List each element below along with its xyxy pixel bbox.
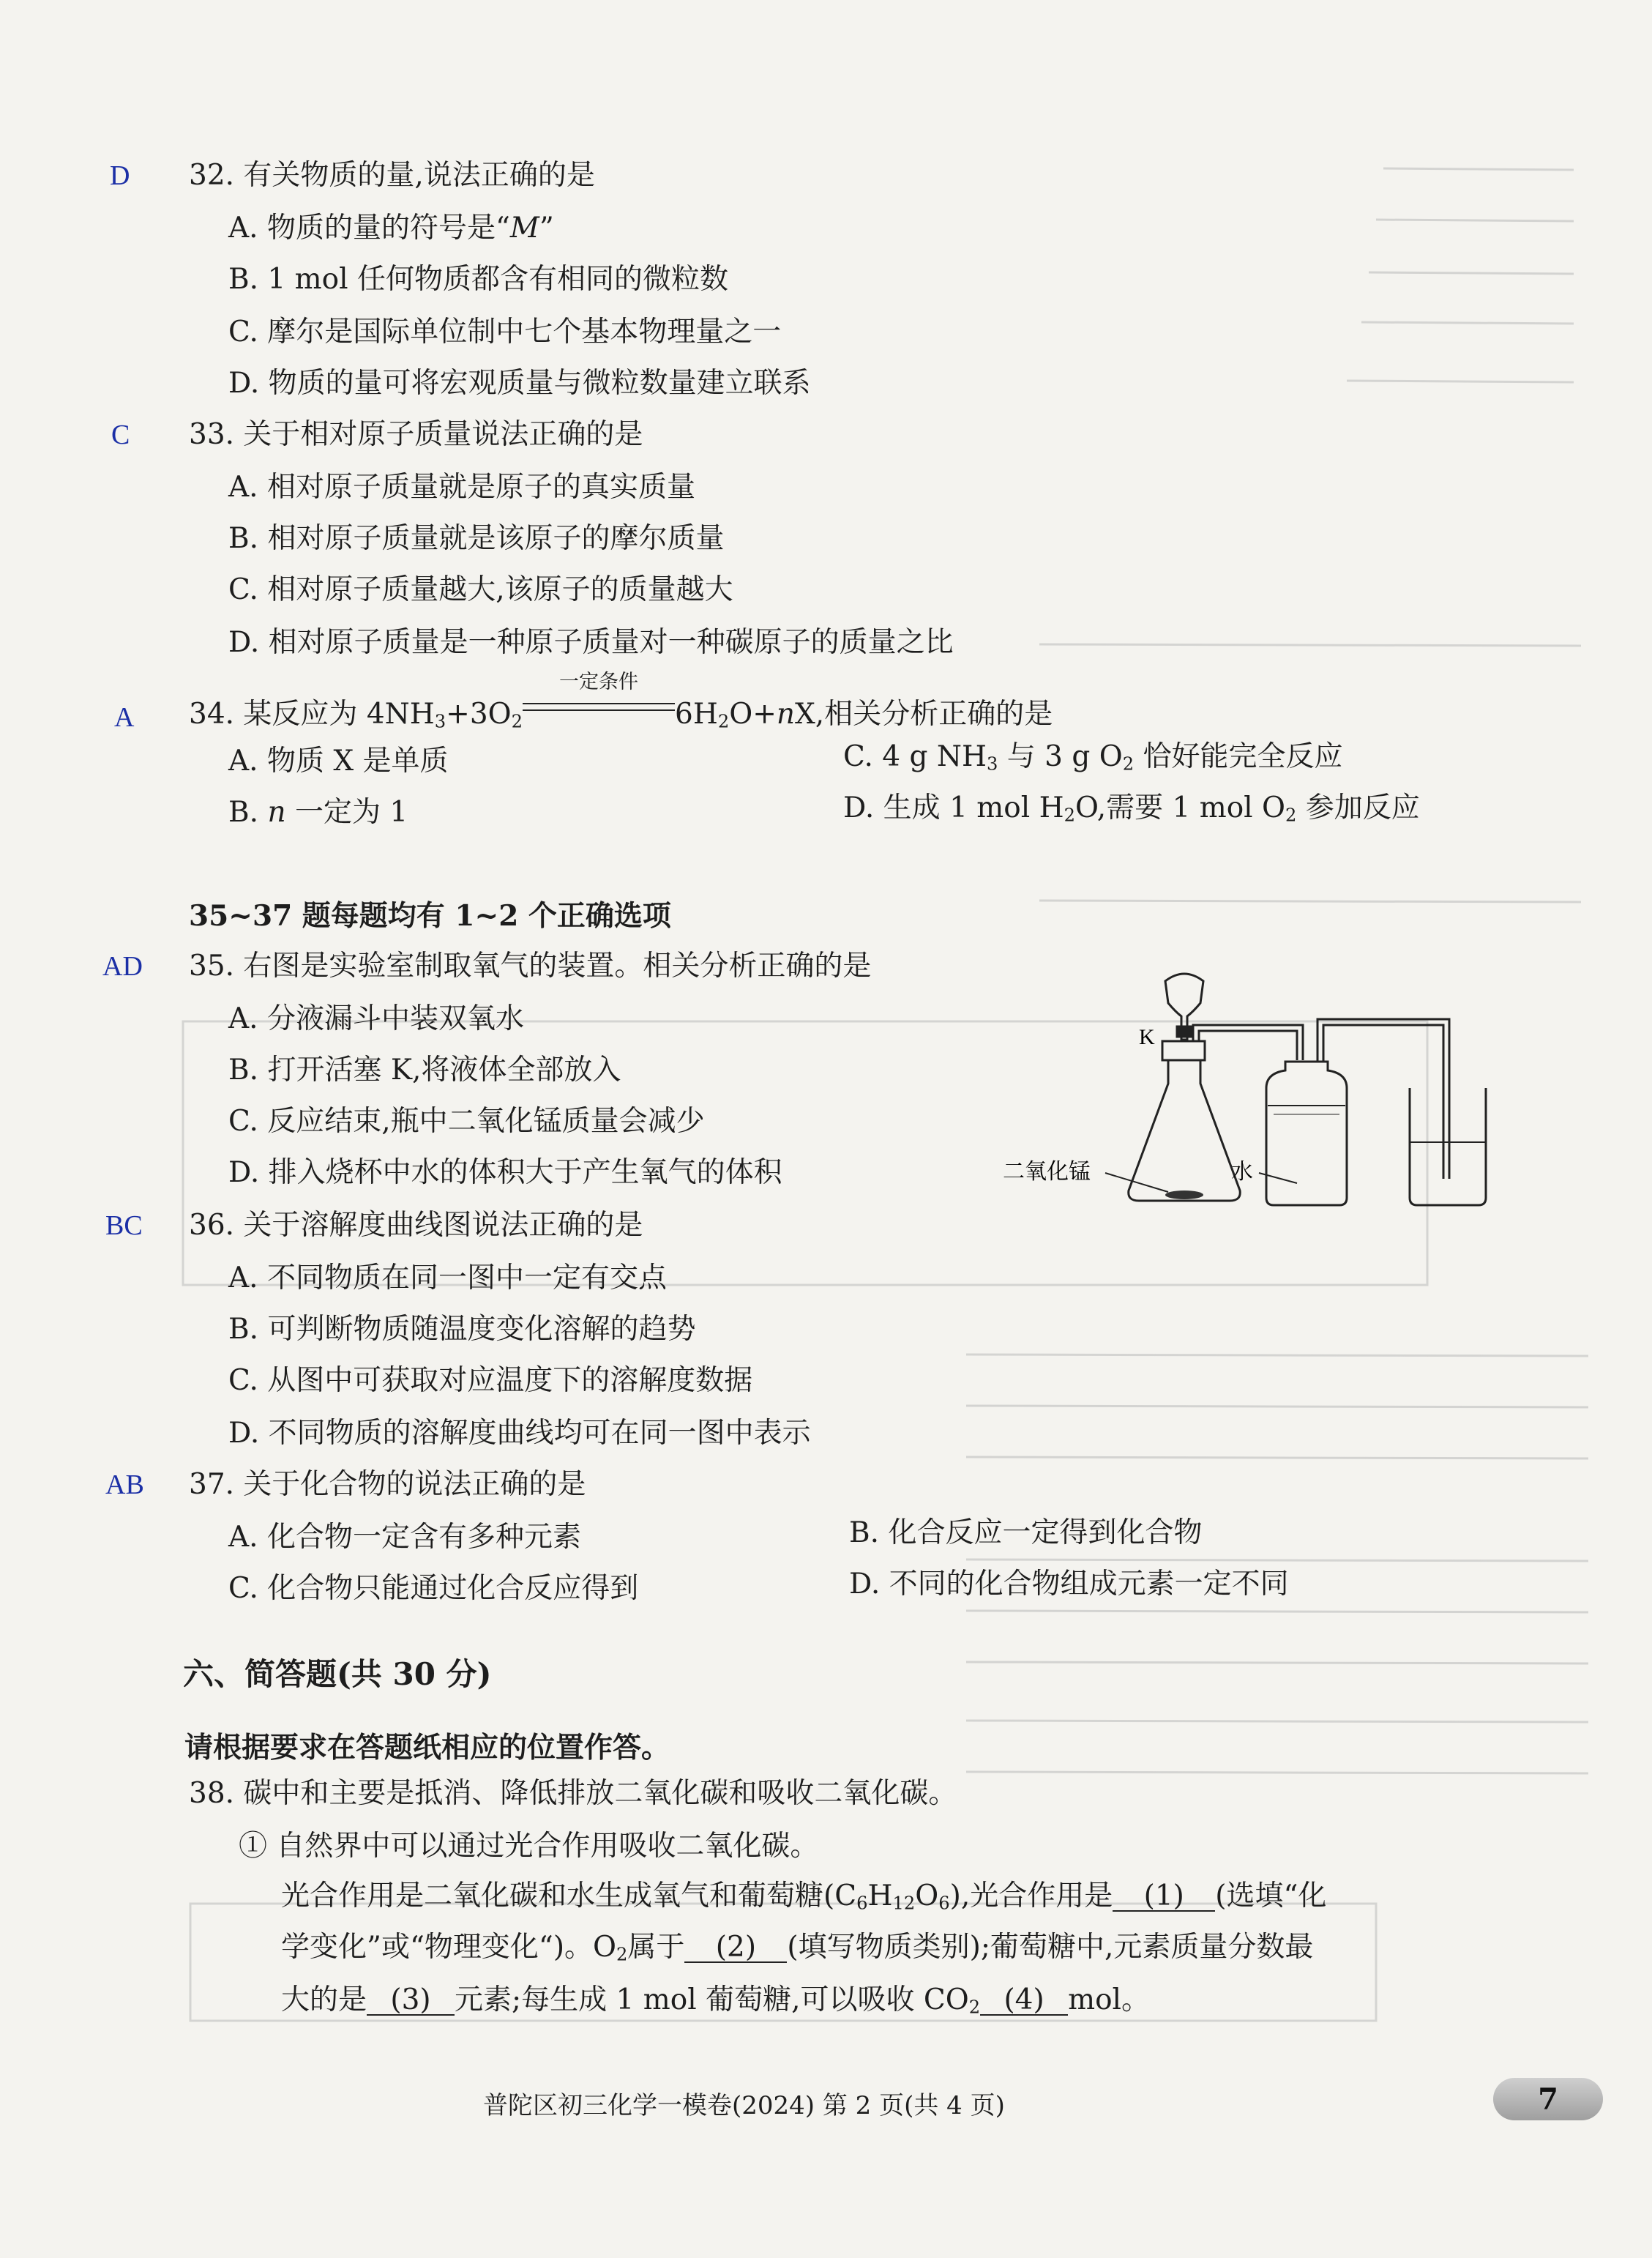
question-34-option-c: C. 4 g $NH_3$ 与 3 g $O_2$ 恰好能完全反应	[843, 740, 1343, 775]
blank-1: (1)	[1113, 1882, 1215, 1912]
question-35-option-d: D. 排入烧杯中水的体积大于产生氧气的体积	[228, 1156, 782, 1189]
question-33-option-a: A. 相对原子质量就是原子的真实质量	[228, 471, 695, 504]
page-number-badge	[1493, 2078, 1603, 2120]
question-35-stem: 35. 右图是实验室制取氧气的装置。相关分析正确的是	[189, 950, 872, 983]
question-33-option-d: D. 相对原子质量是一种原子质量对一种碳原子的质量之比	[228, 626, 954, 659]
question-38-stem: 38. 碳中和主要是抵消、降低排放二氧化碳和吸收二氧化碳。	[189, 1777, 957, 1810]
question-37-stem: 37. 关于化合物的说法正确的是	[189, 1468, 586, 1501]
question-32-option-c: C. 摩尔是国际单位制中七个基本物理量之一	[228, 316, 782, 349]
question-32-stem: 32. 有关物质的量,说法正确的是	[189, 159, 595, 192]
gas-bottle	[1266, 1062, 1347, 1205]
question-36-option-a: A. 不同物质在同一图中一定有交点	[228, 1262, 667, 1294]
question-37-option-b: B. 化合反应一定得到化合物	[849, 1516, 1203, 1549]
blank-2: (2)	[684, 1933, 787, 1963]
section-6-heading: 六、简答题(共 30 分)	[183, 1656, 492, 1692]
blank-3: (3)	[367, 1986, 455, 2016]
label-mno2: 二氧化锰	[1003, 1159, 1091, 1185]
question-37-option-a: A. 化合物一定含有多种元素	[228, 1521, 581, 1554]
page-footer: 普陀区初三化学一模卷(2024) 第 2 页(共 4 页)	[483, 2091, 1005, 2120]
answer-mark-37: AB	[105, 1469, 144, 1500]
question-34-option-a: A. 物质 X 是单质	[228, 745, 449, 778]
question-36-option-d: D. 不同物质的溶解度曲线均可在同一图中表示	[228, 1417, 811, 1450]
section-note: 35~37 题每题均有 1~2 个正确选项	[189, 899, 671, 933]
answer-mark-34: A	[114, 702, 135, 733]
question-37-option-d: D. 不同的化合物组成元素一定不同	[849, 1568, 1289, 1601]
question-36-stem: 36. 关于溶解度曲线图说法正确的是	[189, 1209, 643, 1242]
answer-mark-32: D	[110, 160, 130, 191]
question-33-stem: 33. 关于相对原子质量说法正确的是	[189, 418, 643, 451]
page-number: 7	[1538, 2082, 1558, 2117]
question-34-stem: 34. 某反应为 $4NH_3+3O_2$ 一定条件 $6H_2O+nX$,相关分析正确的是	[189, 671, 1053, 732]
mno2-powder	[1165, 1191, 1203, 1199]
question-33-option-b: B. 相对原子质量就是该原子的摩尔质量	[228, 522, 725, 555]
question-34-option-d: D. 生成 1 mol $H_2O$,需要 1 mol $O_2$ 参加反应	[843, 791, 1420, 826]
blank-4: (4)	[980, 1986, 1068, 2016]
question-35-option-a: A. 分液漏斗中装双氧水	[228, 1002, 524, 1035]
answer-mark-36: BC	[105, 1210, 143, 1241]
question-33-option-c: C. 相对原子质量越大,该原子的质量越大	[228, 573, 733, 606]
answer-mark-35: AD	[102, 951, 143, 982]
answer-instruction: 请根据要求在答题纸相应的位置作答。	[184, 1731, 670, 1765]
question-37-option-c: C. 化合物只能通过化合反应得到	[228, 1572, 639, 1605]
label-k: K	[1139, 1025, 1155, 1049]
answer-mark-33: C	[111, 420, 130, 450]
label-water: 水	[1231, 1159, 1253, 1185]
stopcock-k	[1177, 1026, 1192, 1037]
oxygen-apparatus-diagram	[995, 959, 1500, 1223]
reaction-condition-arrow: 一定条件	[523, 694, 675, 723]
question-32-option-d: D. 物质的量可将宏观质量与微粒数量建立联系	[228, 367, 811, 400]
conical-flask	[1129, 1060, 1240, 1201]
question-38-line-3: 大的是 (3) 元素;每生成 1 mol 葡萄糖,可以吸收 $CO_2$ (4) mol。	[281, 1983, 1151, 2018]
question-38-line-1: 光合作用是二氧化碳和水生成氧气和葡萄糖$(C_6H_{12}O_6)$,光合作用是 (1) (选填“化	[281, 1879, 1327, 1914]
question-36-option-c: C. 从图中可获取对应温度下的溶解度数据	[228, 1364, 753, 1397]
question-36-option-b: B. 可判断物质随温度变化溶解的趋势	[228, 1313, 696, 1346]
question-35-option-c: C. 反应结束,瓶中二氧化锰质量会减少	[228, 1105, 705, 1138]
question-32-option-a: A. 物质的量的符号是“M”	[228, 212, 554, 245]
question-35-option-b: B. 打开活塞 K,将液体全部放入	[228, 1054, 621, 1087]
question-32-option-b: B. 1 mol 任何物质都含有相同的微粒数	[228, 263, 728, 296]
question-38-part-1: ① 自然界中可以通过光合作用吸收二氧化碳。	[239, 1830, 819, 1863]
beaker	[1410, 1088, 1486, 1205]
question-38-line-2: 学变化”或“物理变化“)。$O_2$属于 (2) (填写物质类别);葡萄糖中,元素质量分数最	[281, 1931, 1314, 1965]
question-34-option-b: B. n 一定为 1	[228, 796, 408, 829]
